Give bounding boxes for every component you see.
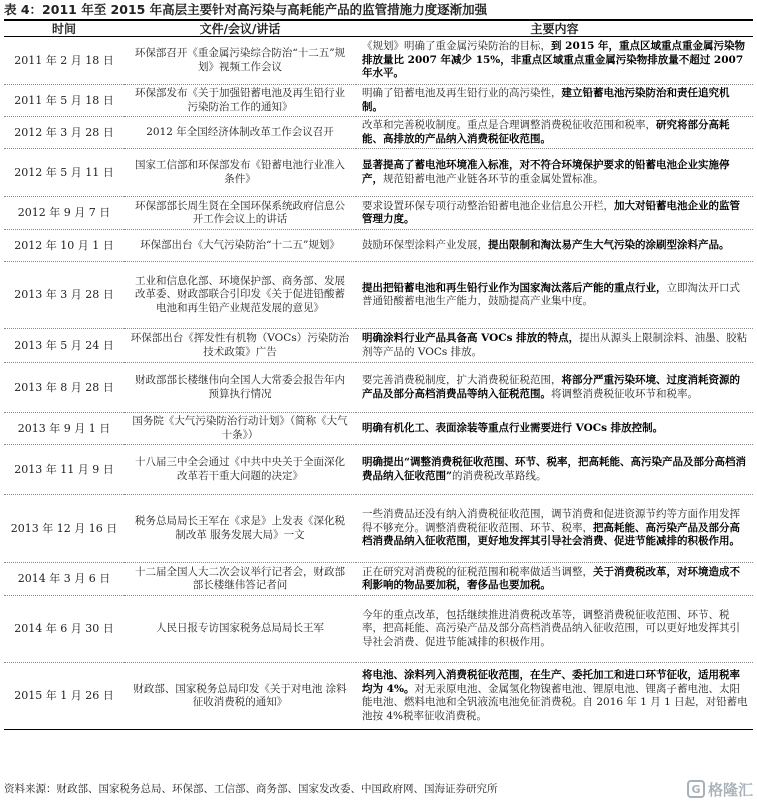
row-document: 国家工信部和环保部发布《铅蓄电池行业准入条件》: [124, 149, 356, 197]
row-content: [356, 149, 753, 197]
row-document: 环保部出台《挥发性有机物（VOCs）污染防治技术政策》广告: [124, 329, 356, 363]
content-bold-segment: 建立铅蓄电池污染防治和责任追究机制。: [362, 87, 730, 113]
table-row: [4, 230, 753, 262]
content-segment: 正在研究对消费税的征税范围和税率做适当调整，: [362, 565, 593, 578]
row-date: 2013 年 8 月 28 日: [4, 363, 124, 413]
content-bold-segment: 显著提高了蓄电池环境准入标准，对不符合环境保护要求的铅蓄电池企业实施停产，: [362, 159, 730, 185]
row-content: [356, 262, 753, 329]
row-date: 2014 年 3 月 6 日: [4, 563, 124, 596]
content-segment: 明确了铅蓄电池及再生铅行业的高污染性，: [362, 87, 562, 99]
content-bold-segment: 将部分严重污染环境、过度消耗资源的产品及部分高档消费品等纳入征税范围。: [362, 374, 740, 400]
row-document: 环保部出台《大气污染防治“十二五”规划》: [124, 230, 356, 262]
row-document: 十八届三中全会通过《中共中央关于全面深化改革若干重大问题的决定》: [124, 445, 356, 495]
content-bold-segment: 明确有机化工、表面涂装等重点行业需要进行 VOCs 排放控制。: [362, 421, 664, 434]
header-content: 主要内容: [356, 20, 753, 37]
header-document: 文件/会议/讲话: [124, 20, 356, 37]
row-document: 工业和信息化部、环境保护部、商务部、发展改革委、财政部联合引印发《关于促进铅酸蓄电池和再生铅产业规范发展的意见》: [124, 262, 356, 329]
content-bold-segment: 加大对铅蓄电池企业的监管管理力度。: [362, 199, 740, 225]
watermark-text: 格隆汇: [707, 780, 753, 799]
table-row: [4, 363, 753, 413]
content-segment: 要求设置环保专项行动整治铅蓄电池企业信息公开栏，: [362, 199, 614, 212]
row-date: 2014 年 6 月 30 日: [4, 596, 124, 663]
content-segment: 《规划》明确了重金属污染防治的目标，: [362, 40, 551, 53]
table-row: [4, 663, 753, 730]
policy-table: [4, 19, 753, 730]
content-segment: 提出从源头上限制涂料、油墨、胶粘剂等产品的 VOCs 排放。: [362, 332, 748, 358]
content-segment: 的消费税改革路线。: [452, 469, 547, 482]
content-segment: 今年的重点改革，包括继续推进消费税改革等，调整消费税征收范围、环节、税率，把高耗能、高污染产品及部分高档消费品纳入征收范围，可以更好地发挥其引导社会消费、促进节能减排的积极作用。: [362, 608, 740, 648]
content-bold-segment: 到 2015 年，重点区域重点重金属污染物排放量比 2007 年减少 15%，非重点区域重点重金属污染物排放量不超过 2007 年水平。: [362, 40, 746, 80]
watermark-logo: [687, 777, 753, 801]
content-bold-segment: 研究将部分高耗能、高排放的产品纳入消费税征收范围。: [362, 119, 730, 145]
content-bold-segment: 提出把铅蓄电池和再生铅行业作为国家淘汰落后产能的重点行业，: [362, 281, 667, 294]
content-segment: 要完善消费税制度，扩大消费税征税范围，: [362, 374, 562, 386]
table-row: [4, 149, 753, 197]
source-note: 资料来源：财政部、国家税务总局、环保部、工信部、商务部、国家发改委、中国政府网、国海证券研究所: [4, 783, 498, 795]
row-document: 环保部发布《关于加强铅蓄电池及再生铅行业污染防治工作的通知》: [124, 85, 356, 117]
row-date: 2011 年 5 月 18 日: [4, 85, 124, 117]
row-document: 国务院《大气污染防治行动计划》（简称《大气十条》）: [124, 413, 356, 445]
watermark-icon: G: [687, 780, 705, 798]
row-date: 2012 年 10 月 1 日: [4, 230, 124, 262]
row-content: [356, 663, 753, 730]
table-row: [4, 563, 753, 596]
table-row: [4, 117, 753, 149]
table-row: [4, 495, 753, 563]
table-row: [4, 262, 753, 329]
row-content: [356, 197, 753, 230]
content-segment: 规范铅蓄电池产业链各环节的重金属处置标准。: [383, 172, 604, 185]
row-content: [356, 563, 753, 596]
table-header-row: [4, 20, 753, 37]
content-bold-segment: 明确提出“调整消费税征收范围、环节、税率，把高耗能、高污染产品及部分高档消费品纳入征收范围”: [362, 456, 747, 482]
content-segment: 对无汞原电池、金属氢化物镍蓄电池、锂原电池、锂离子蓄电池、太阳能电池、燃料电池和全钒液流电池免征消费税。自 2016 年 1 月 1 日起，对铅蓄电池按 4%税率征收消费税。: [362, 682, 748, 722]
content-bold-segment: 明确涂料行业产品具备高 VOCs 排放的特点，: [362, 332, 580, 344]
content-segment: 改革和完善税收制度。重点是合理调整消费税征收范围和税率，: [362, 119, 656, 131]
table-row: [4, 37, 753, 85]
row-document: 税务总局局长王军在《求是》上发表《深化税制改革 服务发展大局》一文: [124, 495, 356, 563]
row-content: [356, 596, 753, 663]
row-content: [356, 495, 753, 563]
row-date: 2013 年 5 月 24 日: [4, 329, 124, 363]
row-date: 2013 年 9 月 1 日: [4, 413, 124, 445]
row-date: 2012 年 9 月 7 日: [4, 197, 124, 230]
row-document: 财政部、国家税务总局印发《关于对电池 涂料征收消费税的通知》: [124, 663, 356, 730]
row-date: 2011 年 2 月 18 日: [4, 37, 124, 85]
row-content: [356, 230, 753, 262]
row-date: 2012 年 3 月 28 日: [4, 117, 124, 149]
row-date: 2013 年 11 月 9 日: [4, 445, 124, 495]
table-row: [4, 197, 753, 230]
table-row: [4, 85, 753, 117]
content-segment: 立即淘汰开口式普通铅酸蓄电池生产能力，鼓励提高产业集中度。: [362, 281, 740, 307]
row-document: 环保部召开《重金属污染综合防治“十二五”规划》视频工作会议: [124, 37, 356, 85]
row-document: 财政部部长楼继伟向全国人大常委会报告年内预算执行情况: [124, 363, 356, 413]
table-title: 表 4：2011 年至 2015 年高层主要针对高污染与高耗能产品的监管措施力度逐渐加强: [4, 2, 488, 17]
row-content: [356, 363, 753, 413]
table-row: [4, 413, 753, 445]
row-content: [356, 117, 753, 149]
row-date: 2013 年 3 月 28 日: [4, 262, 124, 329]
row-content: [356, 37, 753, 85]
table-row: [4, 329, 753, 363]
row-document: 环保部部长周生贤在全国环保系统政府信息公开工作会议上的讲话: [124, 197, 356, 230]
content-bold-segment: 把高耗能、高污染产品及部分高档消费品纳入征收范围，更好地发挥其引导社会消费、促进节能减排的积极作用。: [362, 521, 740, 548]
content-bold-segment: 关于消费税改革，对环境造成不利影响的物品要加税，奢侈品也要加税。: [362, 565, 740, 591]
content-segment: 鼓励环保型涂料产业发展，: [362, 238, 488, 251]
row-date: 2013 年 12 月 16 日: [4, 495, 124, 563]
row-content: [356, 445, 753, 495]
content-bold-segment: 将电池、涂料列入消费税征收范围，在生产、委托加工和进口环节征收，适用税率均为 4%。: [362, 669, 740, 695]
content-segment: 将调整消费税征收环节和税率。: [551, 387, 698, 400]
table-row: [4, 445, 753, 495]
header-time: 时间: [4, 20, 124, 37]
row-content: [356, 85, 753, 117]
row-document: 人民日报专访国家税务总局局长王军: [124, 596, 356, 663]
row-content: [356, 329, 753, 363]
row-content: [356, 413, 753, 445]
row-date: 2015 年 1 月 26 日: [4, 663, 124, 730]
row-document: 2012 年全国经济体制改革工作会议召开: [124, 117, 356, 149]
content-bold-segment: 提出限制和淘汰易产生大气污染的涂刷型涂料产品。: [488, 238, 730, 251]
row-date: 2012 年 5 月 11 日: [4, 149, 124, 197]
table-row: [4, 596, 753, 663]
row-document: 十二届全国人大二次会议举行记者会，财政部部长楼继伟答记者问: [124, 563, 356, 596]
content-segment: 一些消费品还没有纳入消费税征收范围，调节消费和促进资源节约等方面作用发挥得不够充分。调整消费税征收范围、环节、税率，: [362, 508, 740, 534]
